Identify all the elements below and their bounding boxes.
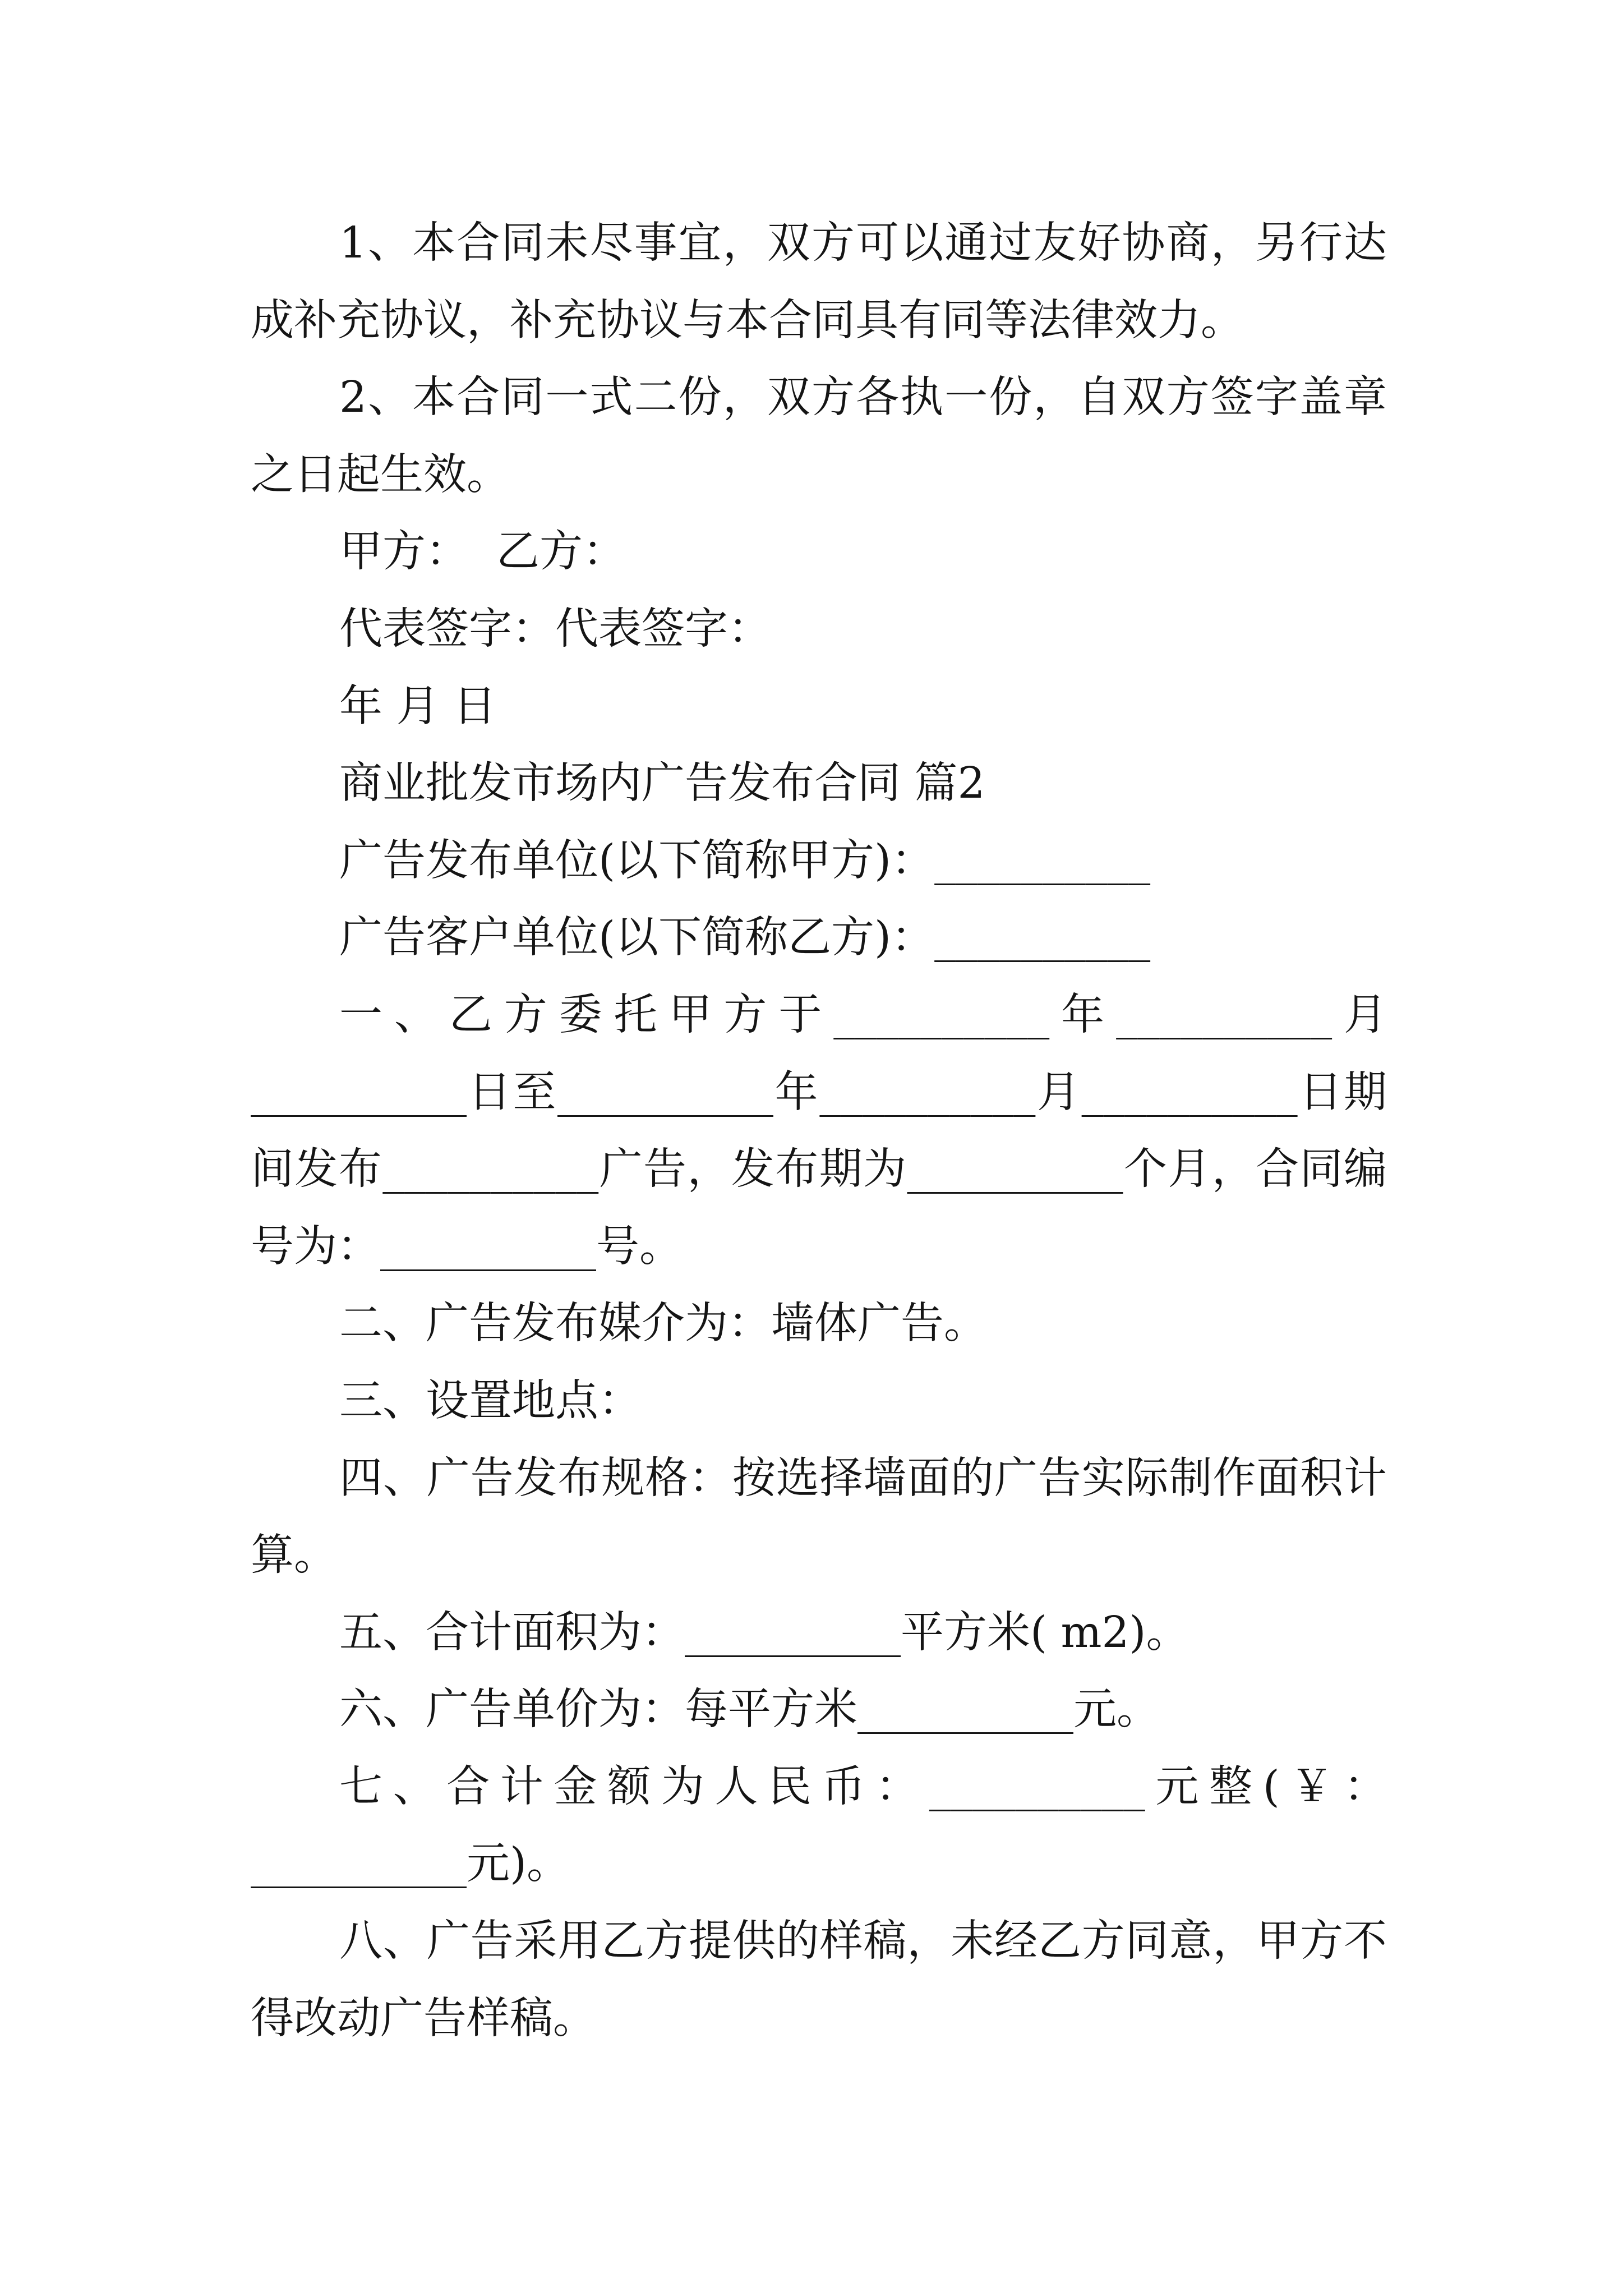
article-3-location [251, 1363, 1387, 1440]
signature-date: 年 月 日 [339, 681, 496, 731]
text-line: 2、本合同一式二份，双方各执一份，自双方签字盖章 [339, 372, 1387, 423]
text-line: 一、乙方委托甲方于__________年__________月 [339, 990, 1387, 1040]
text-line: 八、广告采用乙方提供的样稿，未经乙方同意，甲方不 [339, 1916, 1387, 1967]
text-line: 之日起生效。 [251, 449, 510, 500]
text-line: 六、广告单价为：每平方米__________元。 [339, 1685, 1160, 1735]
article-6-unit-price [251, 1671, 1387, 1749]
client-line: 广告客户单位(以下简称乙方)：__________ [339, 913, 1151, 963]
article-7-total-amount [251, 1749, 1387, 1903]
clause-copies-effective [251, 359, 1387, 513]
text-line: 四、广告发布规格：按选择墙面的广告实际制作面积计 [339, 1453, 1387, 1503]
clause-supplementary-agreement [251, 205, 1387, 359]
text-line: __________元)。 [251, 1839, 570, 1889]
article-5-area [251, 1594, 1387, 1672]
document-body [251, 205, 1387, 2057]
signature-representatives: 代表签字：代表签字： [339, 604, 771, 654]
text-line: 成补充协议，补充协议与本合同具有同等法律效力。 [251, 295, 1244, 346]
text-line: 算。 [251, 1530, 337, 1581]
text-line: 1、本合同未尽事宜，双方可以通过友好协商，另行达 [339, 218, 1387, 268]
signature-parties: 甲方： 乙方： [339, 527, 626, 577]
article-8-artwork [251, 1903, 1387, 2057]
article-1-commission [251, 977, 1387, 1285]
contract-title: 商业批发市场内广告发布合同 篇2 [339, 758, 985, 809]
article-4-specification [251, 1440, 1387, 1594]
text-line: __________日至__________年__________月__________日期 [251, 1067, 1387, 1117]
text-line: 三、设置地点： [339, 1375, 642, 1426]
article-2-media [251, 1285, 1387, 1363]
contract-2-header [251, 745, 1387, 977]
text-line: 五、合计面积为：__________平方米( m2)。 [339, 1607, 1189, 1658]
text-line: 七、合计金额为人民币：__________元整(￥： [339, 1761, 1387, 1812]
text-line: 号为：__________号。 [251, 1221, 683, 1272]
text-line: 二、广告发布媒介为：墙体广告。 [339, 1299, 987, 1349]
text-line: 得改动广告样稿。 [251, 1993, 596, 2044]
signature-block [251, 513, 1387, 745]
publisher-line: 广告发布单位(以下简称甲方)：__________ [339, 835, 1151, 886]
text-line: 间发布__________广告，发布期为__________个月，合同编 [251, 1144, 1387, 1195]
